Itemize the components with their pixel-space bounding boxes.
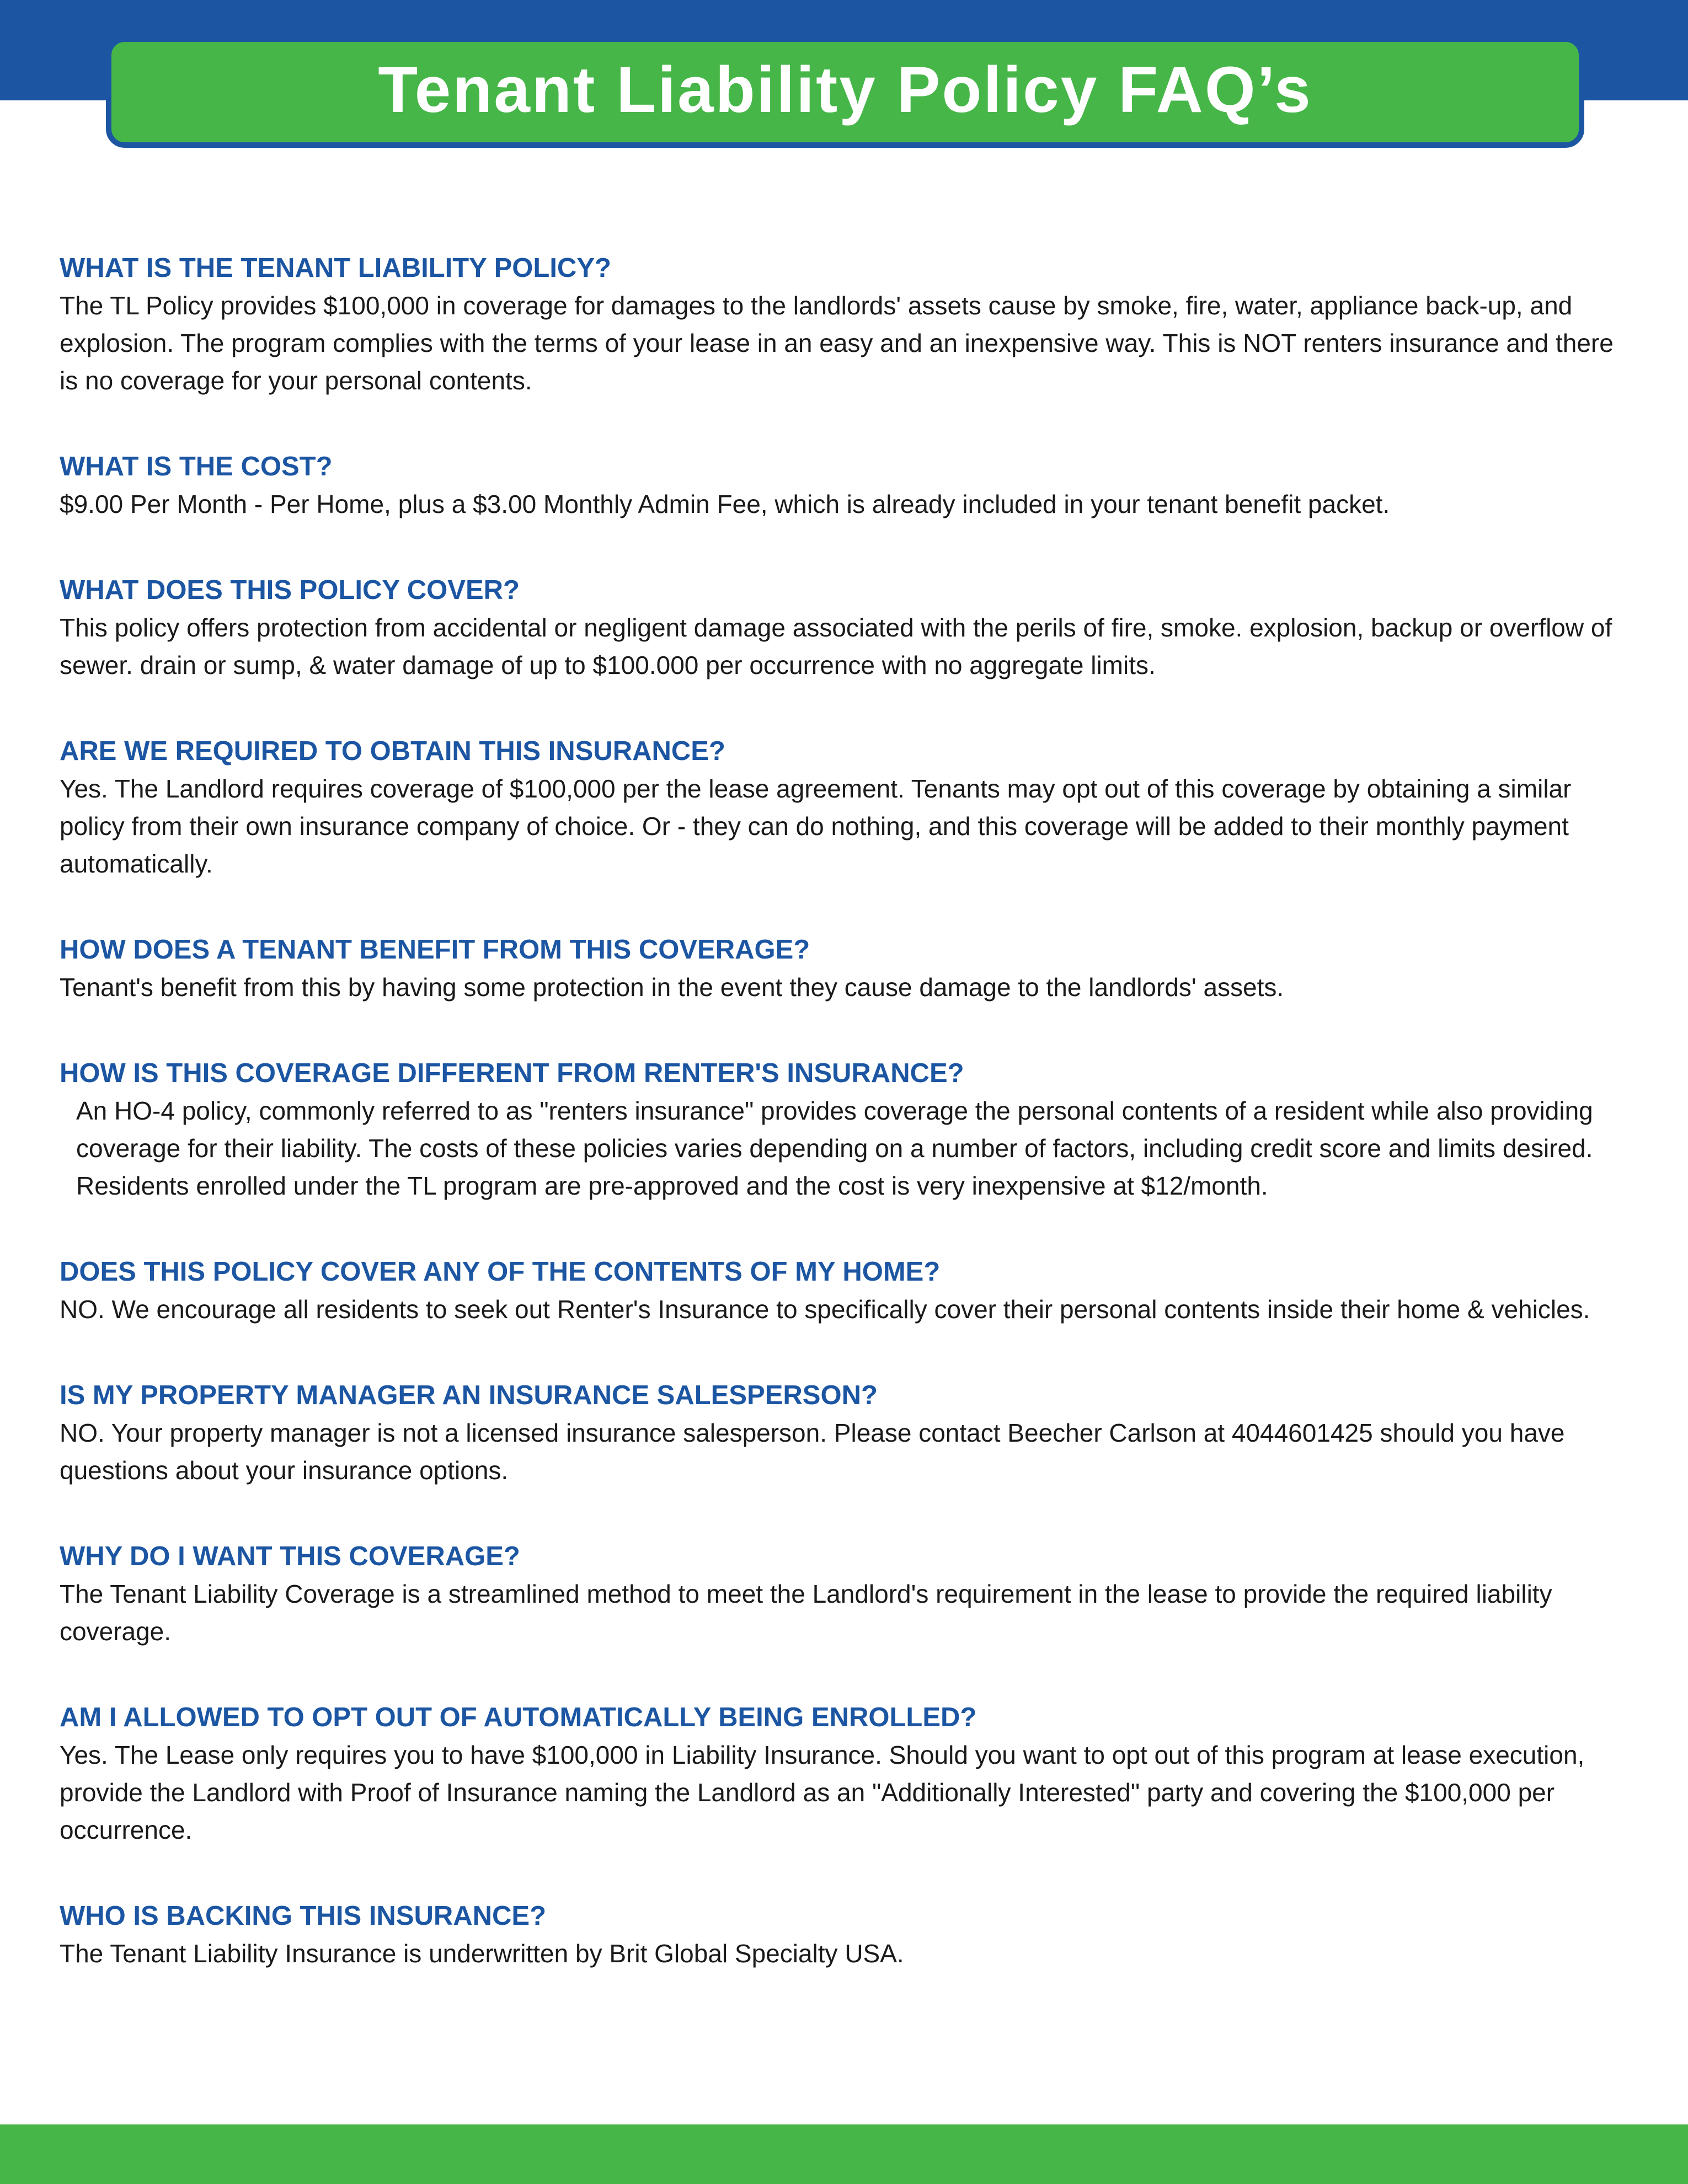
faq-answer: The Tenant Liability Insurance is underwritten by Brit Global Specialty USA. <box>60 1939 904 1968</box>
faq-answer: NO. Your property manager is not a licensed insurance salesperson. Please contact Beecher Carlson at 4044601425 should you have questions about your insurance options. <box>60 1418 1565 1485</box>
faq-list <box>60 249 1637 2021</box>
faq-question: WHAT IS THE TENANT LIABILITY POLICY? <box>60 253 611 283</box>
faq-question: WHAT DOES THIS POLICY COVER? <box>60 575 520 605</box>
faq-question: WHY DO I WANT THIS COVERAGE? <box>60 1541 520 1571</box>
page-title: Tenant Liability Policy FAQ’s <box>378 53 1312 126</box>
faq-answer: $9.00 Per Month - Per Home, plus a $3.00 Monthly Admin Fee, which is already included in your tenant benefit packet. <box>60 490 1390 518</box>
faq-question: ARE WE REQUIRED TO OBTAIN THIS INSURANCE? <box>60 736 725 766</box>
faq-question: HOW IS THIS COVERAGE DIFFERENT FROM RENTER'S INSURANCE? <box>60 1058 964 1088</box>
faq-item-contents <box>60 1253 1637 1328</box>
faq-item-policy-cover <box>60 571 1637 684</box>
faq-answer: An HO-4 policy, commonly referred to as "renters insurance" provides coverage the personal contents of a resident while also providing coverage for their liability. The costs of these policies varies depending on a number of factors, including credit score and limits desired. Residents enrolled under the TL program are pre-approved and the cost is very inexpensive at $12/month. <box>76 1096 1593 1200</box>
faq-answer: This policy offers protection from accidental or negligent damage associated with the perils of fire, smoke. explosion, backup or overflow of sewer. drain or sump, & water damage of up to $100.000 per occurrence with no aggregate limits. <box>60 613 1612 679</box>
faq-answer: Tenant's benefit from this by having some protection in the event they cause damage to the landlords' assets. <box>60 973 1284 1002</box>
faq-item-renters-difference <box>60 1054 1637 1205</box>
faq-question: AM I ALLOWED TO OPT OUT OF AUTOMATICALLY BEING ENROLLED? <box>60 1703 977 1732</box>
header-banner <box>106 36 1584 148</box>
faq-item-opt-out <box>60 1699 1637 1849</box>
faq-answer: The Tenant Liability Coverage is a streamlined method to meet the Landlord's requirement in the lease to provide the required liability coverage. <box>60 1580 1552 1646</box>
bottom-color-band <box>0 2124 1688 2184</box>
faq-answer: Yes. The Lease only requires you to have $100,000 in Liability Insurance. Should you want to opt out of this program at lease execution, provide the Landlord with Proof of Insurance naming the Landlord as an "Additionally Interested" party and covering the $100,000 per occurrence. <box>60 1741 1585 1844</box>
faq-item-cost <box>60 448 1637 523</box>
faq-item-backing <box>60 1897 1637 1972</box>
faq-item-why-want <box>60 1538 1637 1650</box>
faq-answer: NO. We encourage all residents to seek out Renter's Insurance to specifically cover their personal contents inside their home & vehicles. <box>60 1295 1590 1324</box>
faq-question: DOES THIS POLICY COVER ANY OF THE CONTENTS OF MY HOME? <box>60 1257 941 1287</box>
faq-question: WHO IS BACKING THIS INSURANCE? <box>60 1901 546 1931</box>
faq-item-required <box>60 732 1637 882</box>
faq-question: HOW DOES A TENANT BENEFIT FROM THIS COVERAGE? <box>60 935 810 965</box>
faq-item-tenant-benefit <box>60 931 1637 1006</box>
faq-question: IS MY PROPERTY MANAGER AN INSURANCE SALESPERSON? <box>60 1380 878 1410</box>
faq-item-property-manager <box>60 1377 1637 1489</box>
faq-question: WHAT IS THE COST? <box>60 452 333 481</box>
faq-item-tenant-liability-policy <box>60 249 1637 399</box>
faq-answer: Yes. The Landlord requires coverage of $100,000 per the lease agreement. Tenants may opt out of this coverage by obtaining a similar policy from their own insurance company of choice. Or - they can do nothing, and this coverage will be added to their monthly payment automatically. <box>60 774 1572 878</box>
faq-answer: The TL Policy provides $100,000 in coverage for damages to the landlords' assets cause by smoke, fire, water, appliance back-up, and explosion. The program complies with the terms of your lease in an easy and an inexpensive way. This is NOT renters insurance and there is no coverage for your personal contents. <box>60 291 1614 395</box>
